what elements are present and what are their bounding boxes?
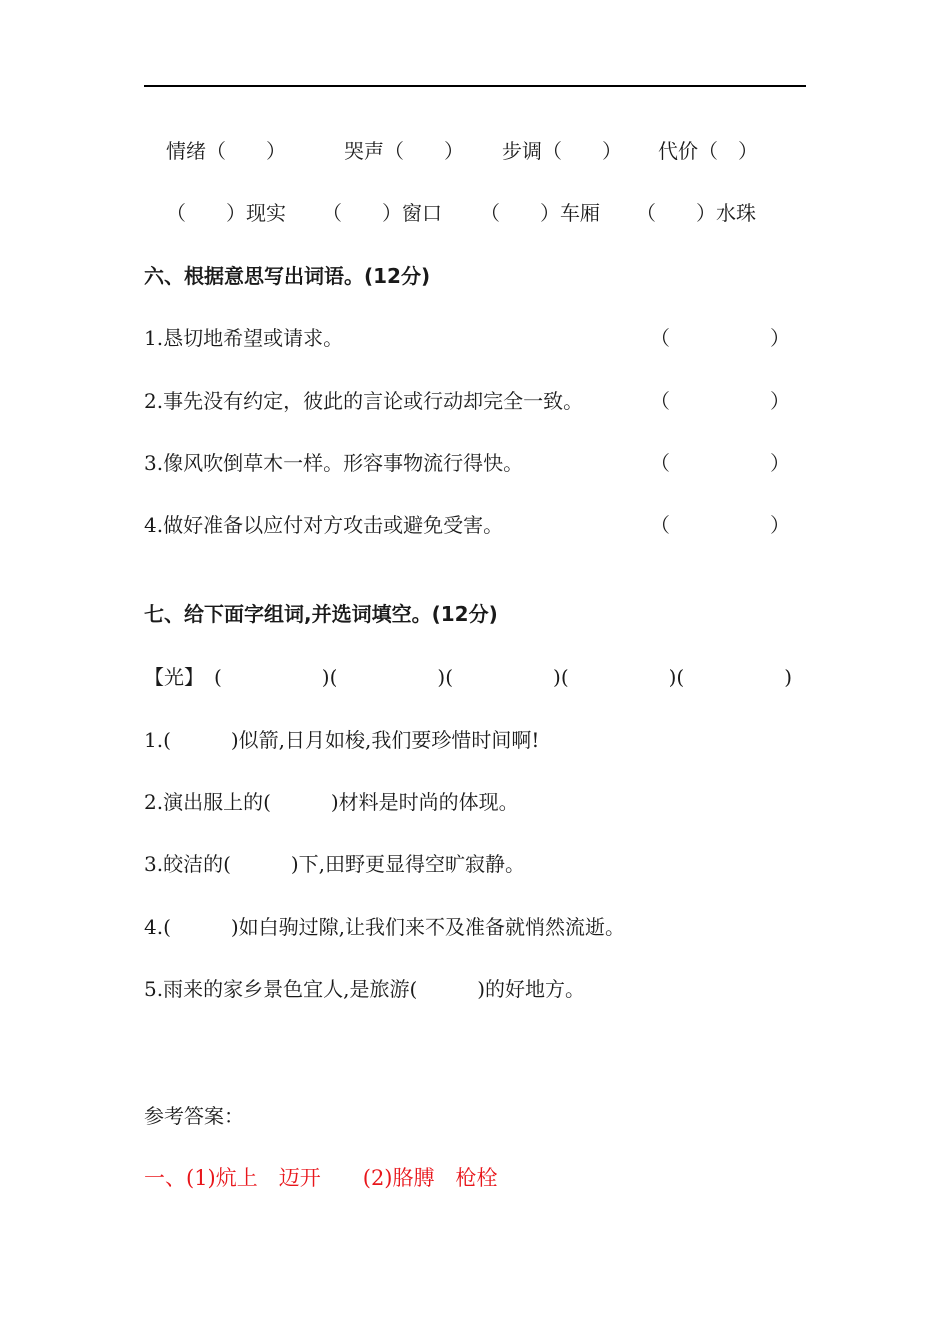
definition-blank-4: （ ） <box>650 513 790 537</box>
definition-item-3: 3.像风吹倒草木一样。形容事物流行得快。 <box>144 451 524 475</box>
definition-blank-2: （ ） <box>650 389 790 413</box>
section7-heading: 七、给下面字组词,并选词填空。(12分) <box>144 602 498 626</box>
definition-item-2: 2.事先没有约定，彼此的言论或行动却完全一致。 <box>144 389 584 413</box>
answers-title: 参考答案： <box>144 1104 244 1128</box>
fill-item-3: 3.皎洁的( )下,田野更显得空旷寂静。 <box>144 852 526 876</box>
word-blank-3: 步调（ ） <box>502 139 622 163</box>
word-blank-4: 代价（ ） <box>658 139 758 163</box>
word-blank-5: （ ）现实 <box>166 201 286 225</box>
word-blank-7: （ ）车厢 <box>480 201 600 225</box>
fill-item-1: 1.( )似箭,日月如梭,我们要珍惜时间啊! <box>144 728 540 752</box>
character-compound-line: 【光】 ( )( )( )( )( ) <box>144 665 793 689</box>
answer-line-1: 一、(1)炕上 迈开 (2)胳膊 枪栓 <box>144 1166 498 1190</box>
section6-heading: 六、根据意思写出词语。(12分) <box>144 264 431 288</box>
definition-blank-1: （ ） <box>650 326 790 350</box>
word-blank-6: （ ）窗口 <box>322 201 442 225</box>
fill-item-2: 2.演出服上的( )材料是时尚的体现。 <box>144 790 519 814</box>
definition-item-1: 1.恳切地希望或请求。 <box>144 326 344 350</box>
word-blank-1: 情绪（ ） <box>166 139 286 163</box>
header-rule <box>144 85 806 87</box>
fill-item-4: 4.( )如白驹过隙,让我们来不及准备就悄然流逝。 <box>144 915 626 939</box>
definition-blank-3: （ ） <box>650 451 790 475</box>
definition-item-4: 4.做好准备以应付对方攻击或避免受害。 <box>144 513 504 537</box>
word-blank-2: 哭声（ ） <box>344 139 464 163</box>
fill-item-5: 5.雨来的家乡景色宜人,是旅游( )的好地方。 <box>144 977 586 1001</box>
word-blank-8: （ ）水珠 <box>636 201 756 225</box>
